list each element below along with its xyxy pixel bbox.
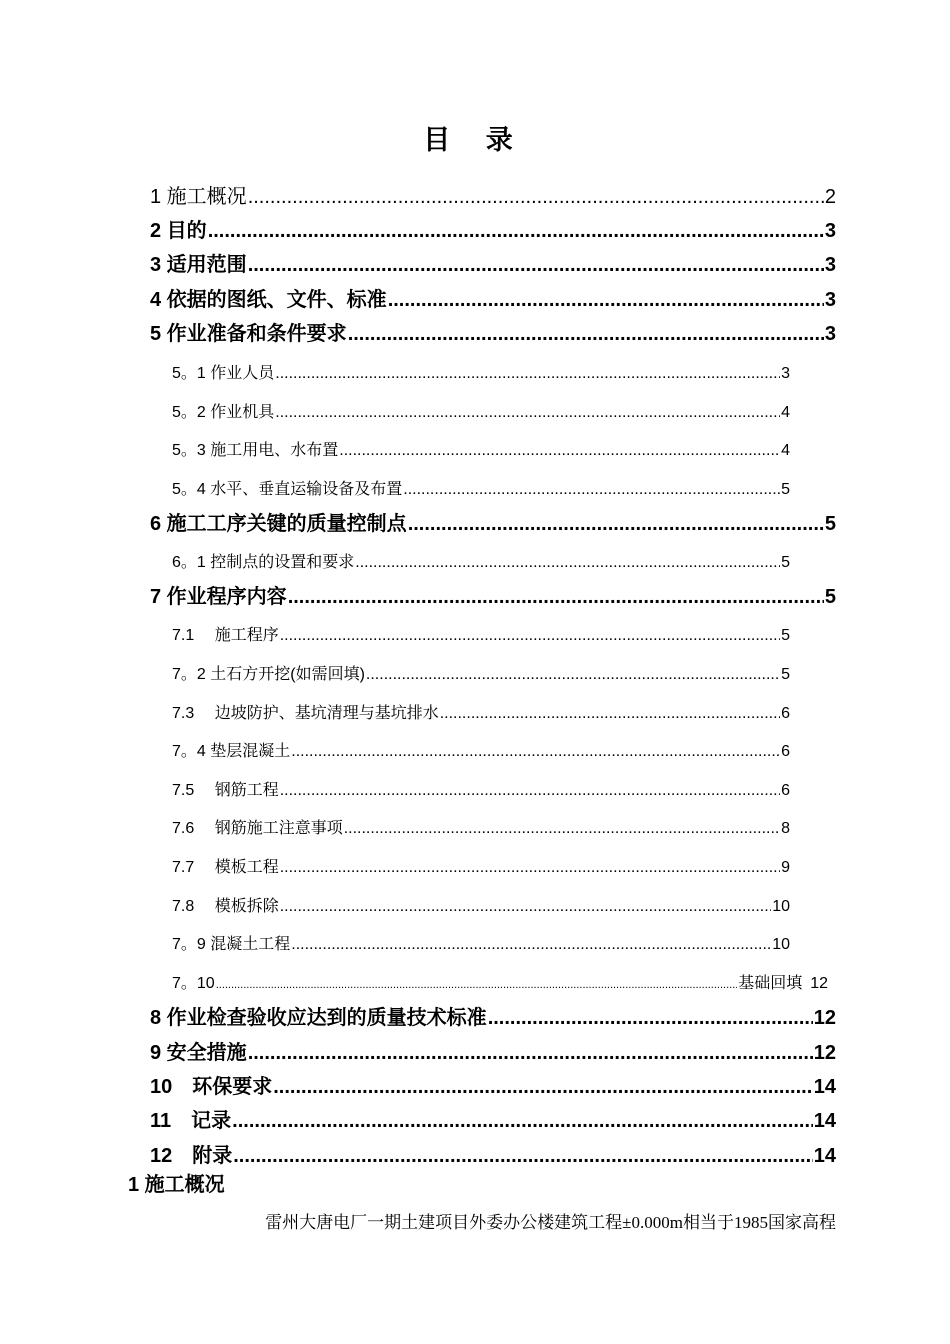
toc-entry-page: 9 — [781, 859, 790, 876]
toc-entry-label: 7.7 模板工程 — [172, 859, 279, 876]
toc-entry-page: 6 — [781, 705, 790, 722]
toc-leader-dots — [366, 666, 780, 684]
toc-entry-4[interactable] — [150, 283, 836, 312]
toc-entry-label: 7.6 钢筋施工注意事项 — [172, 820, 343, 837]
toc-leader-dots — [403, 481, 780, 499]
toc-leader-dots — [291, 743, 780, 761]
toc-entry-2[interactable] — [150, 214, 836, 243]
toc-leader-dots — [275, 404, 780, 422]
toc-entry-label: 2 目的 — [150, 220, 207, 242]
toc-leader-dots — [232, 1110, 813, 1133]
toc-entry-page: 5 — [824, 586, 836, 608]
toc-leader-dots — [216, 979, 737, 991]
toc-entry-page: 10 — [772, 898, 790, 915]
toc-entry-page: 5 — [781, 666, 790, 683]
toc-entry-7-8[interactable] — [172, 893, 790, 916]
toc-entry-7-10[interactable] — [172, 970, 828, 993]
toc-entry-label: 5。2 作业机具 — [172, 404, 275, 421]
toc-entry-label: 7.8 模板拆除 — [172, 898, 279, 915]
toc-entry-label: 7。10 — [172, 975, 215, 992]
toc-entry-7-9[interactable] — [172, 931, 790, 954]
toc-entry-7[interactable] — [150, 580, 836, 609]
toc-entry-label: 7 作业程序内容 — [150, 586, 287, 608]
toc-entry-label: 4 依据的图纸、文件、标准 — [150, 289, 387, 311]
toc-entry-label: 8 作业检查验收应达到的质量技术标准 — [150, 1007, 487, 1029]
toc-entry-page: 5 — [781, 554, 790, 571]
toc-entry-page: 14 — [813, 1076, 836, 1098]
toc-leader-dots — [248, 1042, 813, 1065]
toc-leader-dots — [488, 1007, 813, 1030]
toc-entry-8[interactable] — [150, 1001, 836, 1030]
toc-entry-page: 14 — [813, 1145, 836, 1167]
toc-entry-page: 8 — [781, 820, 790, 837]
toc-entry-6[interactable] — [150, 507, 836, 536]
toc-entry-10[interactable] — [150, 1070, 836, 1099]
toc-leader-dots — [280, 627, 780, 645]
toc-entry-label: 7。9 混凝土工程 — [172, 936, 291, 953]
toc-entry-7-1[interactable] — [172, 622, 790, 645]
toc-entry-page: 3 — [781, 365, 790, 382]
toc-entry-label: 7.3 边坡防护、基坑清理与基坑排水 — [172, 705, 439, 722]
toc-entry-7-3[interactable] — [172, 700, 790, 723]
toc-entry-11[interactable] — [150, 1104, 836, 1133]
toc-leader-dots — [280, 859, 780, 877]
toc-entry-label: 5。1 作业人员 — [172, 365, 275, 382]
toc-entry-page: 12 — [813, 1042, 836, 1064]
body-paragraph: 雷州大唐电厂一期土建项目外委办公楼建筑工程±0.000m相当于1985国家高程 — [265, 1213, 836, 1232]
toc-entry-page: 6 — [781, 743, 790, 760]
toc-entry-label: 3 适用范围 — [150, 254, 247, 276]
toc-leader-dots — [275, 365, 780, 383]
toc-entry-5-1[interactable] — [172, 360, 790, 383]
toc-leader-dots — [273, 1076, 813, 1099]
toc-leader-dots — [288, 586, 824, 609]
toc-entry-label: 1 施工概况 — [150, 186, 247, 208]
toc-entry-label: 5。4 水平、垂直运输设备及布置 — [172, 481, 403, 498]
toc-entry-7-7[interactable] — [172, 854, 790, 877]
toc-entry-label: 10 环保要求 — [150, 1076, 273, 1098]
toc-entry-page: 3 — [824, 323, 836, 345]
toc-entry-12[interactable] — [150, 1139, 836, 1168]
toc-entry-label: 6。1 控制点的设置和要求 — [172, 554, 355, 571]
toc-entry-page: 5 — [824, 513, 836, 535]
toc-title: 目 录 — [423, 125, 527, 155]
toc-entry-6-1[interactable] — [172, 549, 790, 572]
toc-entry-page: 4 — [781, 442, 790, 459]
toc-entry-page: 12 — [813, 1007, 836, 1029]
toc-entry-page: 3 — [824, 220, 836, 242]
toc-entry-page: 14 — [813, 1110, 836, 1132]
toc-entry-label: 7。2 土石方开挖(如需回填) — [172, 666, 365, 683]
toc-leader-dots — [408, 513, 824, 536]
toc-entry-5-4[interactable] — [172, 476, 790, 499]
toc-leader-dots — [248, 186, 824, 209]
toc-leader-dots — [280, 782, 780, 800]
toc-entry-label: 5。3 施工用电、水布置 — [172, 442, 339, 459]
toc-entry-1[interactable] — [150, 180, 836, 209]
toc-leader-dots — [208, 220, 824, 243]
toc-leader-dots — [291, 936, 771, 954]
toc-leader-dots — [348, 323, 824, 346]
toc-entry-suffix: 基础回填 — [738, 975, 803, 992]
toc-leader-dots — [344, 820, 780, 838]
toc-entry-label: 12 附录 — [150, 1145, 233, 1167]
toc-entry-7-6[interactable] — [172, 815, 790, 838]
toc-entry-label: 7。4 垫层混凝土 — [172, 743, 291, 760]
toc-leader-dots — [388, 289, 824, 312]
toc-entry-page: 3 — [824, 289, 836, 311]
toc-entry-3[interactable] — [150, 248, 836, 277]
toc-entry-label: 6 施工工序关键的质量控制点 — [150, 513, 407, 535]
toc-entry-5[interactable] — [150, 317, 836, 346]
toc-leader-dots — [233, 1145, 813, 1168]
toc-leader-dots — [355, 554, 780, 572]
toc-leader-dots — [339, 442, 780, 460]
toc-entry-page: 12 — [810, 975, 828, 992]
toc-entry-label: 11 记录 — [150, 1110, 232, 1132]
toc-entry-label: 5 作业准备和条件要求 — [150, 323, 347, 345]
toc-entry-7-5[interactable] — [172, 777, 790, 800]
toc-entry-page: 4 — [781, 404, 790, 421]
toc-entry-7-4[interactable] — [172, 738, 790, 761]
toc-leader-dots — [440, 705, 780, 723]
toc-entry-7-2[interactable] — [172, 661, 790, 684]
toc-entry-page: 10 — [772, 936, 790, 953]
toc-entry-page: 2 — [824, 186, 836, 208]
toc-entry-5-2[interactable] — [172, 399, 790, 422]
toc-leader-dots — [280, 898, 772, 916]
toc-entry-label: 7.5 钢筋工程 — [172, 782, 279, 799]
toc-entry-label: 7.1 施工程序 — [172, 627, 279, 644]
toc-entry-page: 3 — [824, 254, 836, 276]
toc-entry-page: 5 — [781, 481, 790, 498]
toc-entry-9[interactable] — [150, 1036, 836, 1065]
section-heading: 1 施工概况 — [128, 1174, 225, 1196]
toc-entry-5-3[interactable] — [172, 437, 790, 460]
toc-leader-dots — [248, 254, 824, 277]
toc-entry-page: 6 — [781, 782, 790, 799]
toc-entry-page: 5 — [781, 627, 790, 644]
toc-entry-label: 9 安全措施 — [150, 1042, 247, 1064]
